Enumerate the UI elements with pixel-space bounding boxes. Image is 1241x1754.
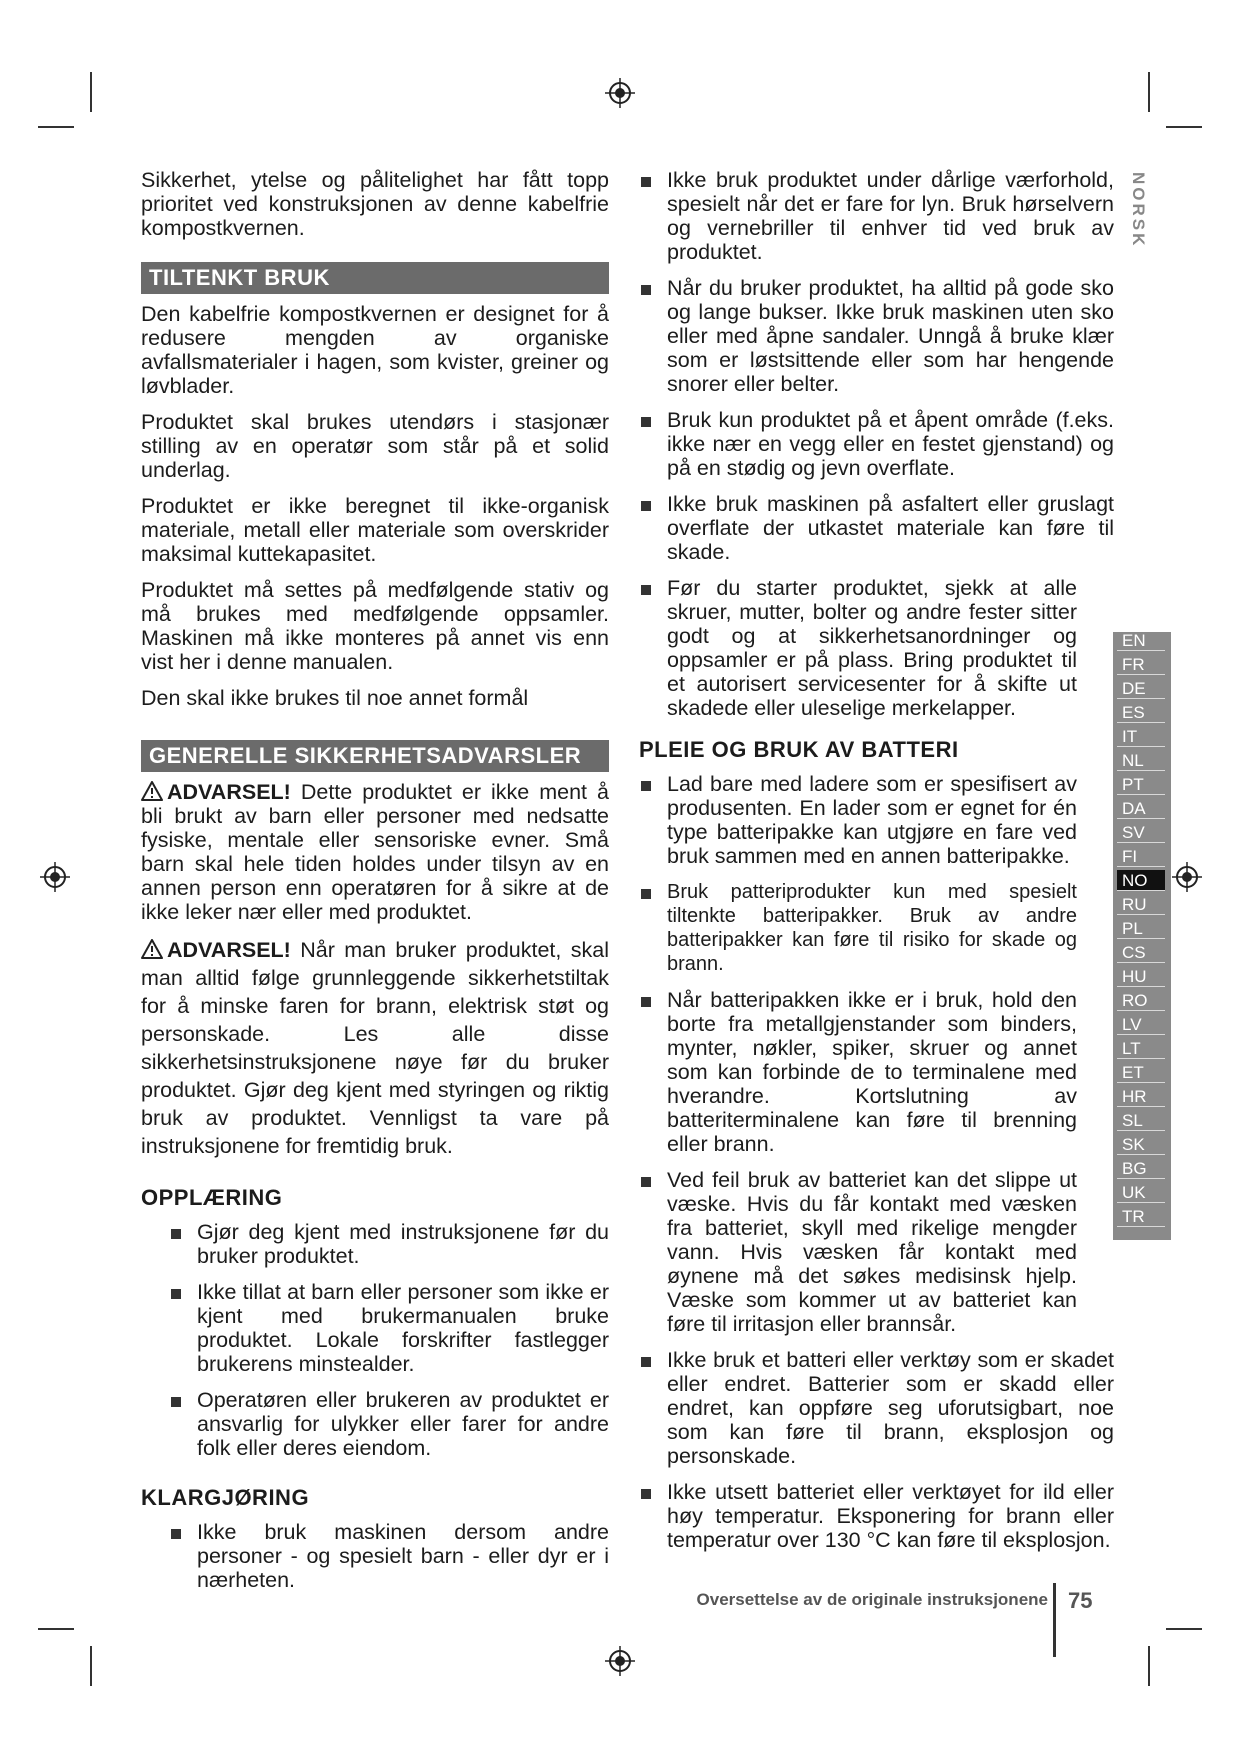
list-item: Når batteripakken ikke er i bruk, hold den borte fra metallgjenstander som binders, mynter, nøkler, spiker, skruer og annet som kan forbinde de to terminalene med hverandre. Kortslutning av batteriterminalene kan føre til brenning eller brann. <box>639 988 1077 1156</box>
bullet-icon <box>641 1489 651 1499</box>
warning-text: Når man bruker produktet, skal man alltid følge grunnleggende sikkerhetstiltak for å minske faren for brann, elektrisk støt og personskade. Les alle disse sikkerhetsinstruksjonene nøye før du bruker produktet. Gjør deg kjent med styringen og riktig bruk av produktet. Vennligst ta vare på instruksjonene for fremtidig bruk. <box>141 938 609 1158</box>
warning-paragraph <box>141 936 609 1160</box>
bullet-icon <box>641 1357 651 1367</box>
section-title-training: OPPLÆRING <box>141 1185 283 1210</box>
right-column <box>639 168 1114 1564</box>
bullet-icon <box>641 417 651 427</box>
registration-mark-icon <box>1172 862 1202 892</box>
language-tab-cs[interactable]: CS <box>1117 942 1165 963</box>
language-tab-lt[interactable]: LT <box>1117 1038 1165 1059</box>
language-tab-fi[interactable]: FI <box>1117 846 1165 867</box>
bullet-icon <box>171 1229 181 1239</box>
list-item: Bruk kun produktet på et åpent område (f.eks. ikke nær en vegg eller en festet gjenstand) og på en stødig og jevn overflate. <box>639 408 1114 480</box>
list-item: Ved feil bruk av batteriet kan det slippe ut væske. Hvis du får kontakt med væsken fra batteriet, skyll med rikelige mengder vann. Hvis væsken får kontakt med øynene må det søkes medisinsk hjelp. Væske som kommer ut av batteriet kan føre til irritasjon eller brannsår. <box>639 1168 1077 1336</box>
list-item: Ikke bruk maskinen på asfaltert eller gruslagt overflate der utkastet materiale kan føre til skade. <box>639 492 1114 564</box>
warning-paragraph <box>141 780 609 924</box>
registration-mark-icon <box>605 78 635 108</box>
language-tab-es[interactable]: ES <box>1117 702 1165 723</box>
crop-mark <box>38 126 74 128</box>
language-tab-et[interactable]: ET <box>1117 1062 1165 1083</box>
crop-mark <box>1148 72 1150 112</box>
paragraph: Produktet skal brukes utendørs i stasjonær stilling av en operatør som står på et solid underlag. <box>141 410 609 482</box>
language-tab-pl[interactable]: PL <box>1117 918 1165 939</box>
registration-mark-icon <box>40 862 70 892</box>
bullet-icon <box>641 177 651 187</box>
bullet-icon <box>641 1177 651 1187</box>
list-item: Ikke bruk maskinen dersom andre personer - og spesielt barn - eller dyr er i nærheten. <box>169 1520 609 1592</box>
section-title-safety-warnings: GENERELLE SIKKERHETSADVARSLER <box>141 740 609 772</box>
language-tab-uk[interactable]: UK <box>1117 1182 1165 1203</box>
list-item: Operatøren eller brukeren av produktet er ansvarlig for ulykker eller farer for andre folk eller deres eiendom. <box>169 1388 609 1460</box>
warning-triangle-icon <box>141 781 163 801</box>
paragraph: Produktet er ikke beregnet til ikke-organisk materiale, metall eller materiale som overskrider maksimal kuttekapasitet. <box>141 494 609 566</box>
warning-triangle-icon <box>141 939 163 959</box>
registration-mark-icon <box>605 1646 635 1676</box>
crop-mark <box>1148 1646 1150 1686</box>
warning-label: ADVARSEL! <box>167 780 291 804</box>
language-tab-it[interactable]: IT <box>1117 726 1165 747</box>
list-item: Ikke bruk et batteri eller verktøy som er skadet eller endret. Batterier som er skadd eller endret, kan oppføre seg uforutsigbart, noe som kan føre til brann, eksplosjon og personskade. <box>639 1348 1114 1468</box>
language-tab-hr[interactable]: HR <box>1117 1086 1165 1107</box>
language-tab-sk[interactable]: SK <box>1117 1134 1165 1155</box>
language-tab-bg[interactable]: BG <box>1117 1158 1165 1179</box>
language-tab-de[interactable]: DE <box>1117 678 1165 699</box>
crop-mark <box>90 72 92 112</box>
list-item: Lad bare med ladere som er spesifisert av produsenten. En lader som er egnet for én type batteripakke kan utgjøre en fare ved bruk sammen med en annen batteripakke. <box>639 772 1077 868</box>
bullet-icon <box>641 889 651 899</box>
section-title-battery: PLEIE OG BRUK AV BATTERI <box>639 737 959 762</box>
language-tab-en[interactable]: EN <box>1117 630 1165 651</box>
language-tab-ro[interactable]: RO <box>1117 990 1165 1011</box>
list-item: Gjør deg kjent med instruksjonene før du bruker produktet. <box>169 1220 609 1268</box>
list-item: Ikke tillat at barn eller personer som ikke er kjent med brukermanualen bruke produktet. Lokale forskrifter fastlegger brukerens minstealder. <box>169 1280 609 1376</box>
bullet-icon <box>641 781 651 791</box>
paragraph: Den kabelfrie kompostkvernen er designet for å redusere mengden av organiske avfallsmaterialer i hagen, som kvister, greiner og løvblader. <box>141 302 609 398</box>
language-label: NORSK <box>1129 172 1148 249</box>
paragraph: Den skal ikke brukes til noe annet formål <box>141 686 529 710</box>
language-tab-no[interactable]: NO <box>1117 870 1165 891</box>
page-number: 75 <box>1068 1588 1093 1613</box>
warning-label: ADVARSEL! <box>167 938 291 962</box>
bullet-icon <box>171 1289 181 1299</box>
language-tab-lv[interactable]: LV <box>1117 1014 1165 1035</box>
section-title-intended-use: TILTENKT BRUK <box>141 262 609 294</box>
footer-text: Oversettelse av de originale instruksjonene <box>696 1590 1048 1609</box>
language-tab-pt[interactable]: PT <box>1117 774 1165 795</box>
bullet-icon <box>641 585 651 595</box>
list-item: Når du bruker produktet, ha alltid på gode sko og lange bukser. Ikke bruk maskinen uten sko eller med åpne sandaler. Unngå å bruke klær som er løstsittende eller som har hengende snorer eller belter. <box>639 276 1114 396</box>
language-tab-fr[interactable]: FR <box>1117 654 1165 675</box>
bullet-icon <box>641 997 651 1007</box>
bullet-icon <box>171 1529 181 1539</box>
bullet-icon <box>641 285 651 295</box>
footer-divider <box>1053 1583 1056 1657</box>
crop-mark <box>38 1628 74 1630</box>
left-column <box>141 168 609 1604</box>
language-tab-sl[interactable]: SL <box>1117 1110 1165 1131</box>
section-title-preparation: KLARGJØRING <box>141 1485 310 1510</box>
crop-mark <box>1166 1628 1202 1630</box>
language-tab-tr[interactable]: TR <box>1117 1206 1165 1227</box>
crop-mark <box>90 1646 92 1686</box>
crop-mark <box>1166 126 1202 128</box>
language-tab-da[interactable]: DA <box>1117 798 1165 819</box>
paragraph: Produktet må settes på medfølgende stativ og må brukes med medfølgende oppsamler. Maskinen må ikke monteres på annet vis enn vist her i denne manualen. <box>141 578 609 674</box>
list-item: Ikke utsett batteriet eller verktøyet for ild eller høy temperatur. Eksponering for brann eller temperatur over 130 °C kan føre til eksplosjon. <box>639 1480 1114 1552</box>
language-tab-nl[interactable]: NL <box>1117 750 1165 771</box>
language-tab-ru[interactable]: RU <box>1117 894 1165 915</box>
intro-text: Sikkerhet, ytelse og pålitelighet har fått topp prioritet ved konstruksjonen av denne kabelfrie kompostkvernen. <box>141 168 609 240</box>
bullet-icon <box>641 501 651 511</box>
language-tab-hu[interactable]: HU <box>1117 966 1165 987</box>
list-item: Før du starter produktet, sjekk at alle skruer, mutter, bolter og andre fester sitter godt og at sikkerhetsanordninger og oppsamler er på plass. Bring produktet til et autorisert servicesenter for å skifte ut skadede eller uleselige merkelapper. <box>639 576 1077 720</box>
list-item: Bruk patteriprodukter kun med spesielt tiltenkte batteripakker. Bruk av andre batteripakker kan føre til risiko for skade og brann. <box>639 880 1077 976</box>
bullet-icon <box>171 1397 181 1407</box>
list-item: Ikke bruk produktet under dårlige værforhold, spesielt når det er fare for lyn. Bruk hørselvern og vernebriller til enhver tid ved bruk av produktet. <box>639 168 1114 264</box>
warning-text: Dette produktet er ikke ment å bli brukt av barn eller personer med nedsatte fysiske, mentale eller sensoriske evner. Små barn skal hele tiden holdes under tilsyn av en annen person enn operatøren for å sikre at de ikke leker nær eller med produktet. <box>141 780 609 924</box>
language-tab-sv[interactable]: SV <box>1117 822 1165 843</box>
